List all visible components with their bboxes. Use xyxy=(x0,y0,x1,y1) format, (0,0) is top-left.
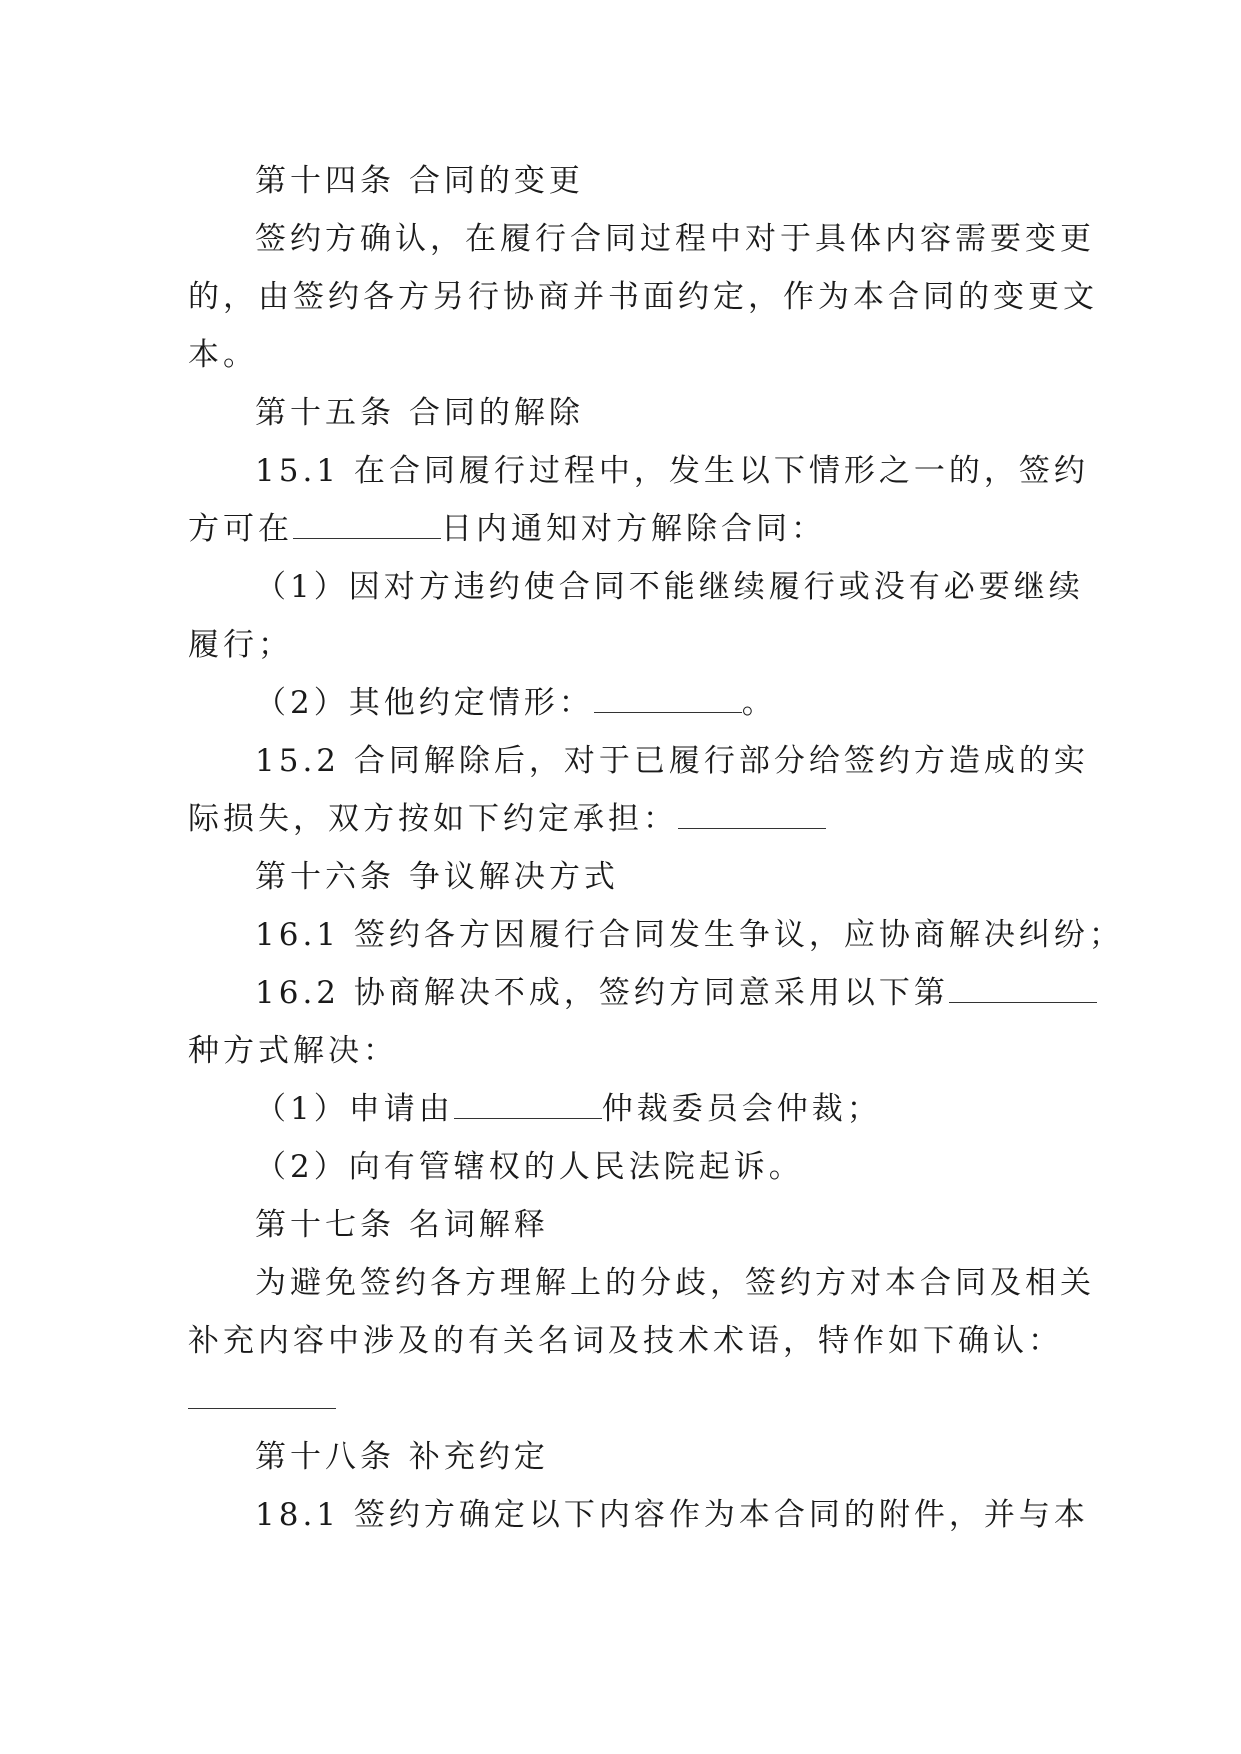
clause-15-2-line xyxy=(188,790,1068,848)
blank-field[interactable] xyxy=(594,676,742,713)
clause-15-1-line: 15.1 在合同履行过程中，发生以下情形之一的，签约 xyxy=(255,453,1089,489)
article-15-heading: 第十五条 合同的解除 xyxy=(255,395,584,431)
text-fragment: 际损失，双方按如下约定承担： xyxy=(188,801,678,837)
paragraph-line: 签约方确认，在履行合同过程中对于具体内容需要变更 xyxy=(255,221,1095,257)
text-fragment: （2）其他约定情形： xyxy=(255,685,594,721)
article-16-heading: 第十六条 争议解决方式 xyxy=(255,859,619,895)
text-fragment: 。 xyxy=(741,685,777,721)
article-18-heading: 第十八条 补充约定 xyxy=(255,1439,549,1475)
blank-field[interactable] xyxy=(293,502,441,539)
paragraph-line: 本。 xyxy=(188,337,258,373)
blank-line xyxy=(188,1370,1068,1428)
clause-16-2-line: 种方式解决： xyxy=(188,1033,398,1069)
clause-15-1-line xyxy=(188,500,1068,558)
paragraph-line: 的，由签约各方另行协商并书面约定，作为本合同的变更文 xyxy=(188,279,1098,315)
text-fragment: 日内通知对方解除合同： xyxy=(441,511,826,547)
clause-16-1-line: 16.1 签约各方因履行合同发生争议，应协商解决纠纷； xyxy=(255,917,1124,953)
paragraph-line: 为避免签约各方理解上的分歧，签约方对本合同及相关 xyxy=(255,1265,1095,1301)
clause-16-2-line xyxy=(255,964,1135,1022)
article-17-heading: 第十七条 名词解释 xyxy=(255,1207,549,1243)
text-fragment: 16.2 协商解决不成，签约方同意采用以下第 xyxy=(255,975,949,1011)
item-2-line: （2）向有管辖权的人民法院起诉。 xyxy=(255,1149,804,1185)
text-fragment: 方可在 xyxy=(188,511,293,547)
clause-18-1-line: 18.1 签约方确定以下内容作为本合同的附件，并与本 xyxy=(255,1497,1089,1533)
item-1-line xyxy=(255,1080,1135,1138)
item-2-line xyxy=(255,674,1135,732)
blank-field[interactable] xyxy=(188,1372,336,1409)
blank-field[interactable] xyxy=(454,1082,602,1119)
text-fragment: 仲裁委员会仲裁； xyxy=(601,1091,882,1127)
article-14-heading: 第十四条 合同的变更 xyxy=(255,163,584,199)
item-1-line: 履行； xyxy=(188,627,293,663)
item-1-line: （1）因对方违约使合同不能继续履行或没有必要继续 xyxy=(255,569,1084,605)
clause-15-2-line: 15.2 合同解除后，对于已履行部分给签约方造成的实 xyxy=(255,743,1089,779)
paragraph-line: 补充内容中涉及的有关名词及技术术语，特作如下确认： xyxy=(188,1323,1063,1359)
text-fragment: （1）申请由 xyxy=(255,1091,454,1127)
blank-field[interactable] xyxy=(949,966,1097,1003)
blank-field[interactable] xyxy=(678,792,826,829)
